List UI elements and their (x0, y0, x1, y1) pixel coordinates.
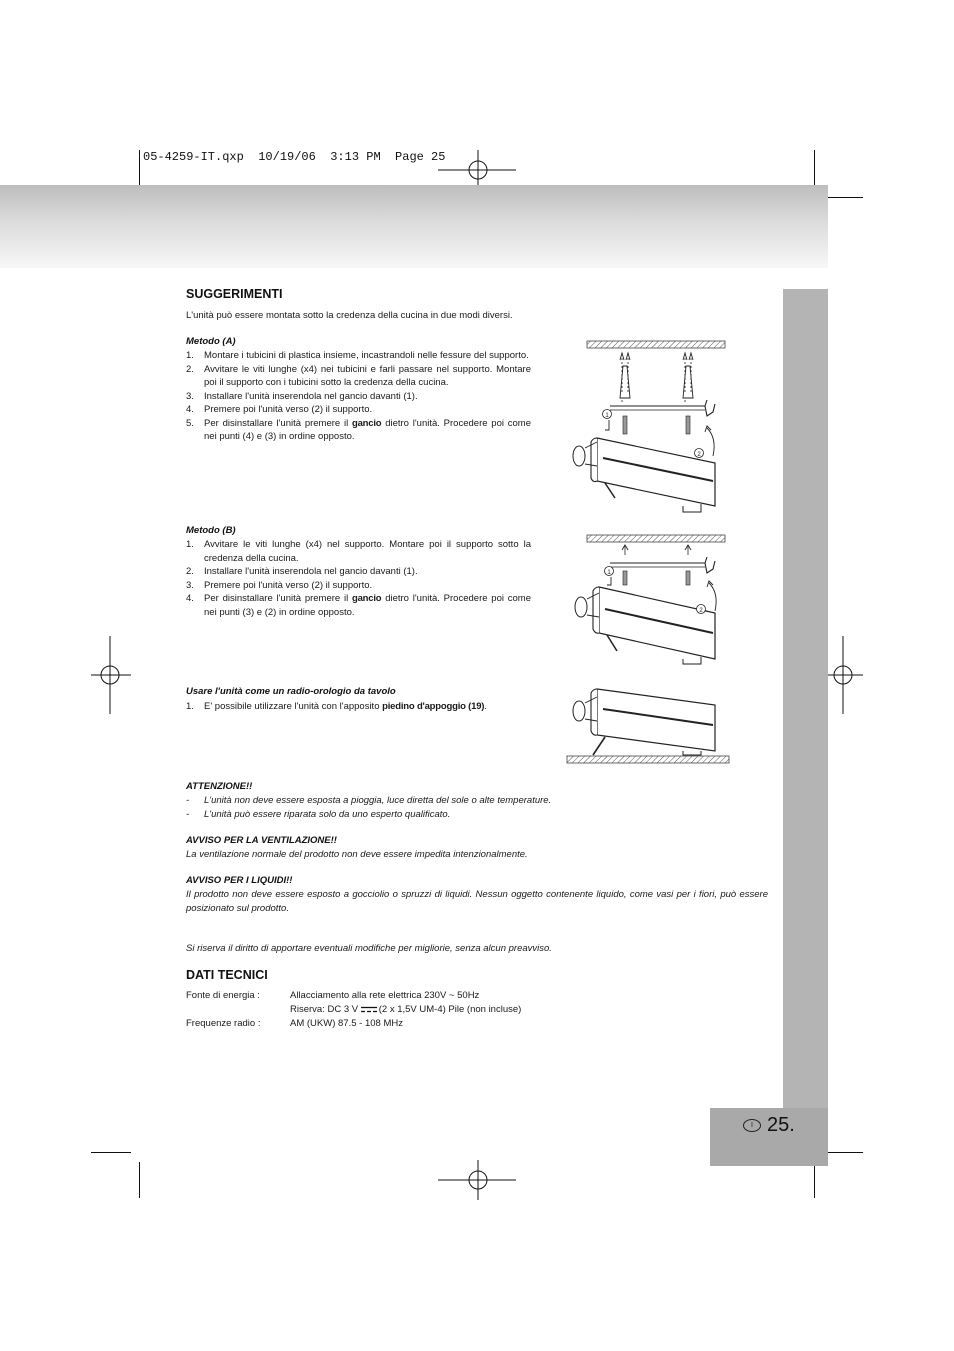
step-label: 2 (697, 452, 701, 458)
method-a-list (186, 349, 531, 444)
registration-mark-top (438, 150, 516, 190)
registration-mark-bottom (438, 1160, 516, 1200)
step-label: 1 (605, 413, 609, 419)
list-item: - L'unità non deve essere esposta a pioggia, luce diretta del sole o alte temperature. (186, 795, 552, 806)
keyword-stand: piedino d'appoggio (19) (382, 701, 485, 712)
crop-mark (814, 150, 815, 186)
ventilation-text: La ventilazione normale del prodotto non deve essere impedita intenzionalmente. (186, 849, 528, 860)
list-item: 2. Avvitare le viti lunghe (x4) nei tubicini e farli passare nel supporto. Montare poi il supporto con i tubicini sotto la credenza della cucina. (186, 363, 531, 388)
spec-label-power: Fonte di energia : (186, 990, 260, 1001)
spec-value-power: Allacciamento alla rete elettrica 230V ~ 50Hz (290, 990, 480, 1001)
registration-mark-left (91, 636, 131, 714)
intro-text: L'unità può essere montata sotto la credenza della cucina in due modi diversi. (186, 310, 513, 321)
spec-value-backup: Riserva: DC 3 V (2 x 1,5V UM-4) Pile (non incluse) (290, 1004, 522, 1015)
liquids-title: AVVISO PER I LIQUIDI!! (186, 875, 293, 886)
page-number: 25. (767, 1114, 795, 1136)
disclaimer-text: Si riserva il diritto di apportare eventuali modifiche per migliorie, senza alcun preavviso. (186, 943, 552, 954)
liquids-text: Il prodotto non deve essere esposto a gocciolio o spruzzi di liquidi. Nessun oggetto contenente liquido, come vasi per i fiori, può essere posizionato sul prodotto. (186, 889, 768, 914)
figure-table-stand (565, 685, 731, 767)
method-b-list (186, 538, 531, 619)
ventilation-title: AVVISO PER LA VENTILAZIONE!! (186, 835, 337, 846)
header-gradient-band (0, 185, 828, 268)
figure-method-a (565, 338, 730, 516)
registration-mark-right (823, 636, 863, 714)
language-badge: I (743, 1119, 761, 1132)
crop-mark (139, 150, 140, 186)
crop-mark (91, 1152, 131, 1153)
step-label: 2 (699, 608, 703, 614)
crop-mark (825, 1152, 863, 1153)
list-item: 4. Premere poi l'unità verso (2) il supporto. (186, 404, 373, 415)
section-title-specs: DATI TECNICI (186, 968, 268, 982)
spec-label-frequency: Frequenze radio : (186, 1018, 261, 1029)
list-item: 4. Per disinstallare l'unità premere il gancio dietro l'unità. Procedere poi come nei punti (3) e (2) in ordine opposto. (186, 593, 531, 618)
crop-mark (139, 1162, 140, 1198)
list-item: - L'unità può essere riparata solo da uno esperto qualificato. (186, 808, 451, 820)
list-item: 5. Per disinstallare l'unità premere il gancio dietro l'unità. Procedere poi come nei punti (4) e (3) in ordine opposto. (186, 417, 531, 442)
method-a-title: Metodo (A) (186, 336, 236, 347)
crop-mark (814, 1162, 815, 1198)
section-title-tips: SUGGERIMENTI (186, 287, 283, 301)
warning-list (186, 794, 766, 821)
warning-title: ATTENZIONE!! (186, 781, 253, 792)
dc-symbol-icon (361, 1006, 377, 1013)
list-item: 3. Installare l'unità inserendola nel gancio davanti (1). (186, 390, 418, 402)
table-clock-title: Usare l'unità come un radio-orologio da tavolo (186, 686, 396, 697)
spec-value-frequency: AM (UKW) 87.5 - 108 MHz (290, 1018, 403, 1029)
file-slug: 05-4259-IT.qxp 10/19/06 3:13 PM Page 25 (143, 150, 446, 164)
step-label: 1 (607, 570, 611, 576)
list-item: 1. E' possibile utilizzare l'unità con l'apposito piedino d'appoggio (19). (186, 701, 487, 712)
list-item: 1. Avvitare le viti lunghe (x4) nel supporto. Montare poi il supporto sotto la credenza della cucina. (186, 539, 531, 564)
list-item: 1. Montare i tubicini di plastica insieme, incastrandoli nelle fessure del supporto. (186, 350, 529, 361)
figure-method-b (565, 533, 730, 668)
table-clock-list (186, 700, 546, 714)
keyword-hook: gancio (351, 593, 382, 604)
method-b-title: Metodo (B) (186, 525, 236, 536)
side-tab-bar (783, 289, 828, 1109)
specs-table (186, 989, 606, 1031)
list-item: 3. Premere poi l'unità verso (2) il supporto. (186, 579, 373, 591)
crop-mark (825, 197, 863, 198)
keyword-hook: gancio (351, 417, 382, 429)
list-item: 2. Installare l'unità inserendola nel gancio davanti (1). (186, 566, 418, 577)
